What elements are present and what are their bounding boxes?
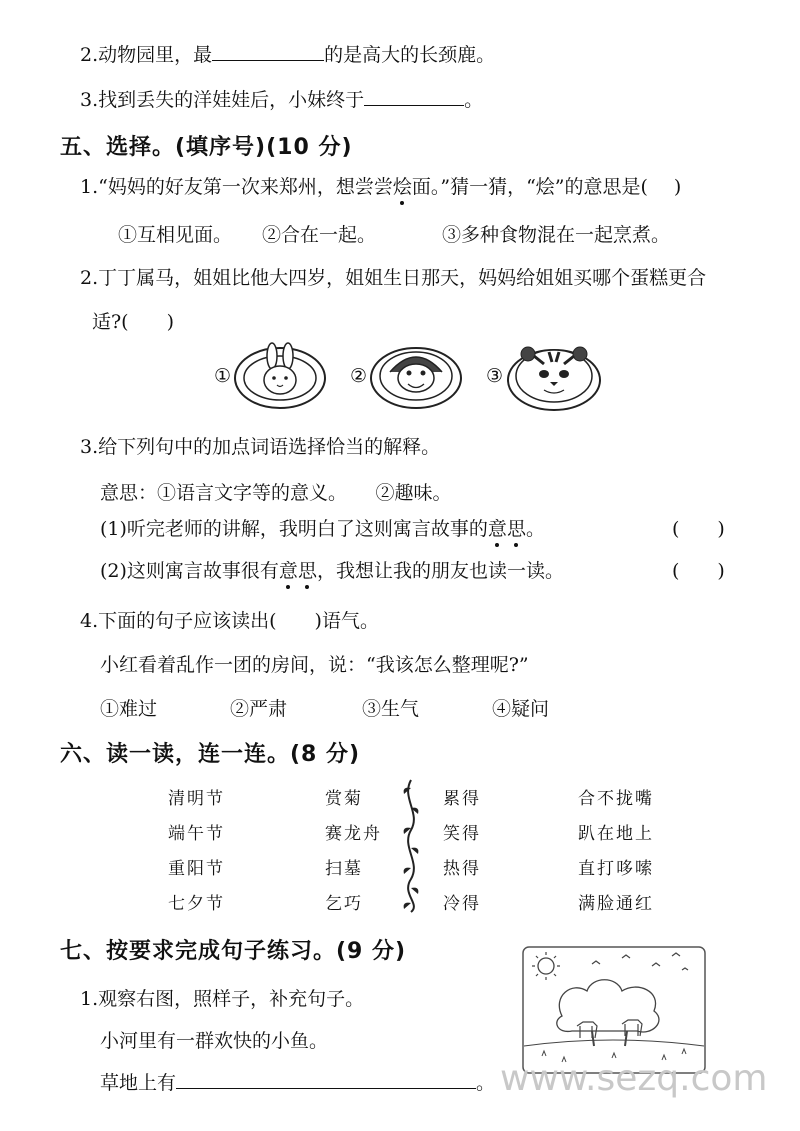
question-5-4-title: 4.下面的句子应该读出( )语气。 — [80, 610, 379, 632]
answer-bracket-1[interactable]: ( ) — [672, 518, 725, 540]
section-6-title: 六、读一读，连一连。(8 分) — [60, 742, 361, 767]
match-col-3-item: 冷得 — [443, 894, 481, 914]
match-col-3-item: 笑得 — [443, 824, 481, 844]
fill-sentence-text-b: 。 — [476, 1072, 496, 1094]
match-col-1-item: 重阳节 — [168, 859, 225, 879]
fill-sentence — [100, 1068, 495, 1095]
answer-blank[interactable] — [212, 42, 324, 61]
dotted-char: 思 — [297, 560, 317, 582]
sentence-1-text-a: (1)听完老师的讲解，我明白了这则寓言故事的 — [100, 518, 488, 540]
answer-blank[interactable] — [176, 1070, 476, 1089]
question-5-3-meanings: 意思：①语言文字等的意义。 ②趣味。 — [100, 482, 452, 504]
option-1: ①互相见面。 — [118, 224, 233, 246]
cake-label-1: ① — [214, 365, 232, 387]
question-4-2-text-a: 2.动物园里，最 — [80, 44, 213, 66]
match-col-4-item: 满脸通红 — [578, 894, 654, 914]
dotted-char: 意 — [278, 560, 298, 582]
answer-bracket-2[interactable]: ( ) — [672, 560, 725, 582]
option-2: ②严肃 — [230, 698, 288, 720]
sentence-2-text-a: (2)这则寓言故事很有 — [100, 560, 279, 582]
question-5-2-line-1: 2.丁丁属马，姐姐比他大四岁，姐姐生日那天，妈妈给姐姐买哪个蛋糕更合 — [80, 267, 707, 289]
example-sentence: 小河里有一群欢快的小鱼。 — [100, 1030, 329, 1052]
sentence-2-text-b: ，我想让我的朋友也读一读。 — [316, 560, 564, 582]
question-4-3-text-b: 。 — [464, 89, 484, 111]
section-5-title: 五、选择。(填序号)(10 分) — [60, 135, 353, 160]
cake-label-3: ③ — [486, 365, 504, 387]
question-5-1 — [80, 172, 681, 199]
question-5-3-sentence-1 — [100, 514, 545, 541]
vine-divider-icon — [396, 778, 426, 914]
question-4-3 — [80, 85, 483, 112]
match-col-4-item: 合不拢嘴 — [578, 789, 654, 809]
question-5-3-sentence-2 — [100, 556, 564, 583]
option-3: ③生气 — [362, 698, 420, 720]
match-col-1-item: 端午节 — [168, 824, 225, 844]
cake-label-2: ② — [350, 365, 368, 387]
tiger-cake-icon — [504, 336, 604, 412]
question-5-3-title: 3.给下列句中的加点词语选择恰当的解释。 — [80, 436, 441, 458]
match-col-3-item: 热得 — [443, 859, 481, 879]
match-col-1-item: 七夕节 — [168, 894, 225, 914]
question-5-1-text-b: 面。”猜一猜，“烩”的意思是( — [411, 176, 648, 198]
match-col-2-item: 扫墓 — [325, 859, 363, 879]
option-1: ①难过 — [100, 698, 158, 720]
section-7-title: 七、按要求完成句子练习。(9 分) — [60, 939, 407, 964]
watermark: www.sezq.com — [500, 1058, 768, 1099]
meadow-scene-image — [522, 946, 706, 1074]
option-2: ②合在一起。 — [262, 224, 377, 246]
match-col-2-item: 乞巧 — [325, 894, 363, 914]
option-3: ③多种食物混在一起烹煮。 — [442, 224, 671, 246]
monkey-cake-icon — [368, 338, 464, 410]
answer-blank[interactable] — [364, 87, 464, 106]
match-col-1-item: 清明节 — [168, 789, 225, 809]
match-col-2-item: 赛龙舟 — [325, 824, 382, 844]
match-col-4-item: 趴在地上 — [578, 824, 654, 844]
match-col-2-item: 赏菊 — [325, 789, 363, 809]
dotted-char: 意 — [487, 518, 507, 540]
fill-sentence-text-a: 草地上有 — [100, 1072, 177, 1094]
match-col-4-item: 直打哆嗦 — [578, 859, 654, 879]
question-5-1-text-a: 1.“妈妈的好友第一次来郑州，想尝尝 — [80, 176, 393, 198]
question-5-2-line-2: 适?( ) — [92, 311, 175, 333]
sentence-1-text-b: 。 — [525, 518, 545, 540]
question-4-2-text-b: 的是高大的长颈鹿。 — [324, 44, 496, 66]
option-4: ④疑问 — [492, 698, 550, 720]
question-4-2 — [80, 40, 495, 67]
question-5-1-text-c: ) — [673, 176, 682, 198]
question-4-3-text-a: 3.找到丢失的洋娃娃后，小妹终于 — [80, 89, 365, 111]
match-col-3-item: 累得 — [443, 789, 481, 809]
question-5-4-sentence: 小红看着乱作一团的房间，说：“我该怎么整理呢?” — [100, 654, 529, 676]
rabbit-cake-icon — [232, 338, 328, 410]
dotted-char: 烩 — [392, 176, 412, 198]
question-7-1: 1.观察右图，照样子，补充句子。 — [80, 988, 365, 1010]
dotted-char: 思 — [506, 518, 526, 540]
